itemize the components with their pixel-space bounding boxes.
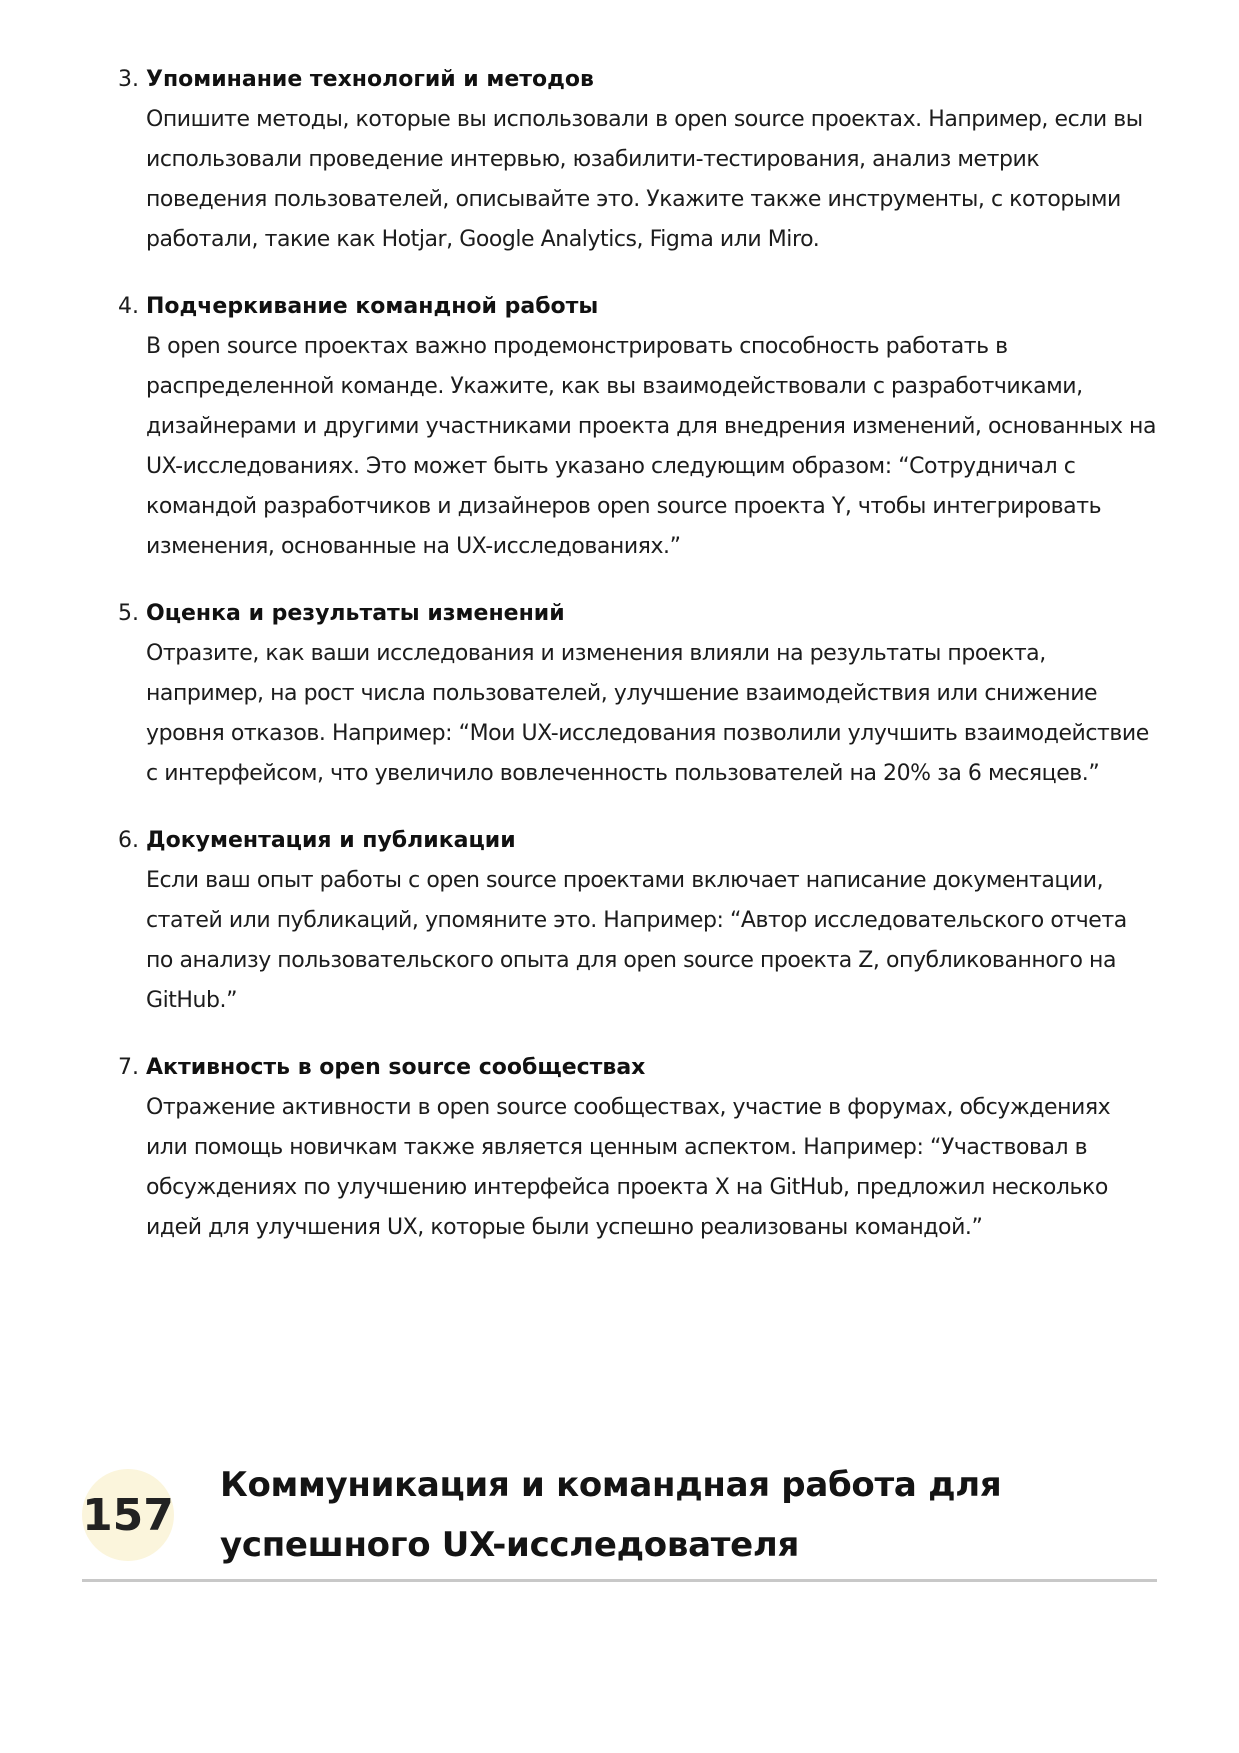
- item-number: 3.: [118, 67, 139, 92]
- item-number: 4.: [118, 294, 139, 319]
- item-title: Активность в open source сообществах: [146, 1055, 646, 1080]
- item-content: [146, 821, 1158, 1021]
- chapter-heading: [82, 1455, 1157, 1582]
- item-body: Отразите, как ваши исследования и изменения влияли на результаты проекта, например, на рост числа пользователей, улучшение взаимодействия или снижение уровня отказов. Например: “Мои UX-исследования позволили улучшить взаимодействие с интерфейсом, что увеличило вовлеченность пользователей на 20% за 6 месяцев.”: [146, 641, 1149, 786]
- item-number: 6.: [118, 828, 139, 853]
- list-item: [118, 60, 1158, 260]
- item-content: [146, 1048, 1158, 1248]
- item-number: 5.: [118, 601, 139, 626]
- item-number: 7.: [118, 1055, 139, 1080]
- list-item: [118, 1048, 1158, 1248]
- item-title: Документация и публикации: [146, 828, 516, 853]
- chapter-title: Коммуникация и командная работа для успешного UX-исследователя: [220, 1465, 1002, 1565]
- item-content: [146, 287, 1158, 567]
- item-body: Отражение активности в open source сообществах, участие в форумах, обсуждениях или помощь новичкам также является ценным аспектом. Например: “Участвовал в обсуждениях по улучшению интерфейса проекта X на GitHub, предложил несколько идей для улучшения UX, которые были успешно реализованы командой.”: [146, 1095, 1111, 1240]
- item-title: Подчеркивание командной работы: [146, 294, 599, 319]
- numbered-list: [118, 60, 1158, 1275]
- chapter-number-badge: 157: [82, 1469, 174, 1561]
- list-item: [118, 594, 1158, 794]
- item-content: [146, 594, 1158, 794]
- item-body: В open source проектах важно продемонстрировать способность работать в распределенной команде. Укажите, как вы взаимодействовали с разработчиками, дизайнерами и другими участниками проекта для внедрения изменений, основанных на UX-исследованиях. Это может быть указано следующим образом: “Сотрудничал с командой разработчиков и дизайнеров open source проекта Y, чтобы интегрировать изменения, основанные на UX-исследованиях.”: [146, 334, 1157, 559]
- list-item: [118, 287, 1158, 567]
- item-body: Опишите методы, которые вы использовали в open source проектах. Например, если вы использовали проведение интервью, юзабилити-тестирования, анализ метрик поведения пользователей, описывайте это. Укажите также инструменты, с которыми работали, такие как Hotjar, Google Analytics, Figma или Miro.: [146, 107, 1143, 252]
- list-item: [118, 821, 1158, 1021]
- item-body: Если ваш опыт работы с open source проектами включает написание документации, статей или публикаций, упомяните это. Например: “Автор исследовательского отчета по анализу пользовательского опыта для open source проекта Z, опубликованного на GitHub.”: [146, 868, 1127, 1013]
- item-content: [146, 60, 1158, 260]
- item-title: Оценка и результаты изменений: [146, 601, 565, 626]
- item-title: Упоминание технологий и методов: [146, 67, 594, 92]
